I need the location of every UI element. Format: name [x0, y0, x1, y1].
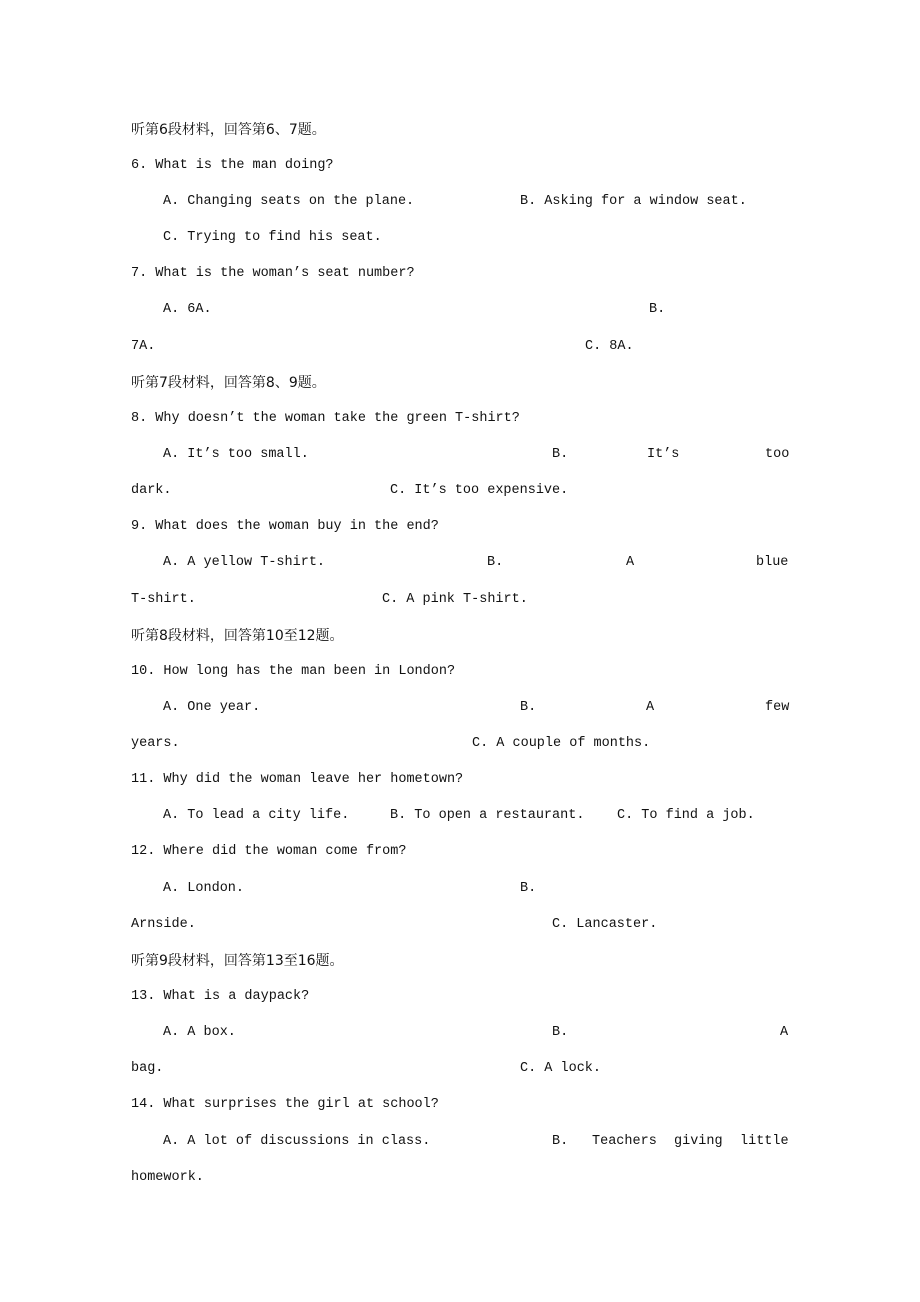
option-c: C. A pink T-shirt. [382, 592, 528, 607]
option-b-text: A [626, 555, 635, 570]
option-b-text: dark. [131, 483, 172, 498]
option-b: B. [520, 881, 537, 896]
option-b: B. [552, 447, 569, 462]
question-stem: 8. Why doesn’t the woman take the green T-shirt? [131, 411, 520, 426]
option-a: A. A yellow T-shirt. [163, 555, 326, 570]
option-b-text: little [740, 1134, 789, 1149]
option-b-text: Teachers [592, 1134, 657, 1149]
option-b: B. To open a restaurant. [390, 808, 585, 823]
option-b-text: A [780, 1025, 789, 1040]
option-b-text: years. [131, 736, 180, 751]
option-c: C. To find a job. [617, 808, 755, 823]
option-c: C. 8A. [585, 339, 634, 354]
option-b-text: giving [674, 1134, 723, 1149]
option-c: C. A lock. [520, 1061, 602, 1076]
option-a: A. To lead a city life. [163, 808, 350, 823]
section-heading: 听第7段材料，回答第8、9题。 [131, 375, 326, 391]
question-stem: 7. What is the woman’s seat number? [131, 266, 415, 281]
option-c: C. Trying to find his seat. [163, 230, 382, 245]
option-b: B. [552, 1134, 569, 1149]
option-b-text: homework. [131, 1170, 204, 1185]
option-b: B. [649, 302, 666, 317]
question-stem: 9. What does the woman buy in the end? [131, 519, 439, 534]
option-b-text: Arnside. [131, 917, 196, 932]
question-stem: 12. Where did the woman come from? [131, 844, 407, 859]
question-stem: 10. How long has the man been in London? [131, 664, 456, 679]
option-a: A. Changing seats on the plane. [163, 194, 415, 209]
question-stem: 6. What is the man doing? [131, 158, 334, 173]
section-heading: 听第9段材料，回答第13至16题。 [131, 953, 344, 969]
option-b-text: T-shirt. [131, 592, 196, 607]
option-b-text: A [646, 700, 655, 715]
option-b-text: It’s [647, 447, 680, 462]
option-b-text: too [765, 447, 790, 462]
option-b: B. [487, 555, 504, 570]
section-heading: 听第8段材料，回答第10至12题。 [131, 628, 344, 644]
option-c: C. Lancaster. [552, 917, 658, 932]
option-b-text: few [765, 700, 790, 715]
question-stem: 14. What surprises the girl at school? [131, 1097, 439, 1112]
option-a: A. London. [163, 881, 245, 896]
option-b: B. [520, 700, 537, 715]
option-c: C. A couple of months. [472, 736, 651, 751]
option-a: A. A box. [163, 1025, 236, 1040]
option-b-text: blue [756, 555, 789, 570]
option-b-text: bag. [131, 1061, 164, 1076]
question-stem: 11. Why did the woman leave her hometown? [131, 772, 464, 787]
option-b: B. Asking for a window seat. [520, 194, 747, 209]
option-a: A. 6A. [163, 302, 212, 317]
section-heading: 听第6段材料，回答第6、7题。 [131, 122, 326, 138]
option-b-text: 7A. [131, 339, 156, 354]
option-a: A. A lot of discussions in class. [163, 1134, 431, 1149]
option-a: A. It’s too small. [163, 447, 309, 462]
question-stem: 13. What is a daypack? [131, 989, 310, 1004]
option-a: A. One year. [163, 700, 261, 715]
option-b: B. [552, 1025, 569, 1040]
option-c: C. It’s too expensive. [390, 483, 569, 498]
